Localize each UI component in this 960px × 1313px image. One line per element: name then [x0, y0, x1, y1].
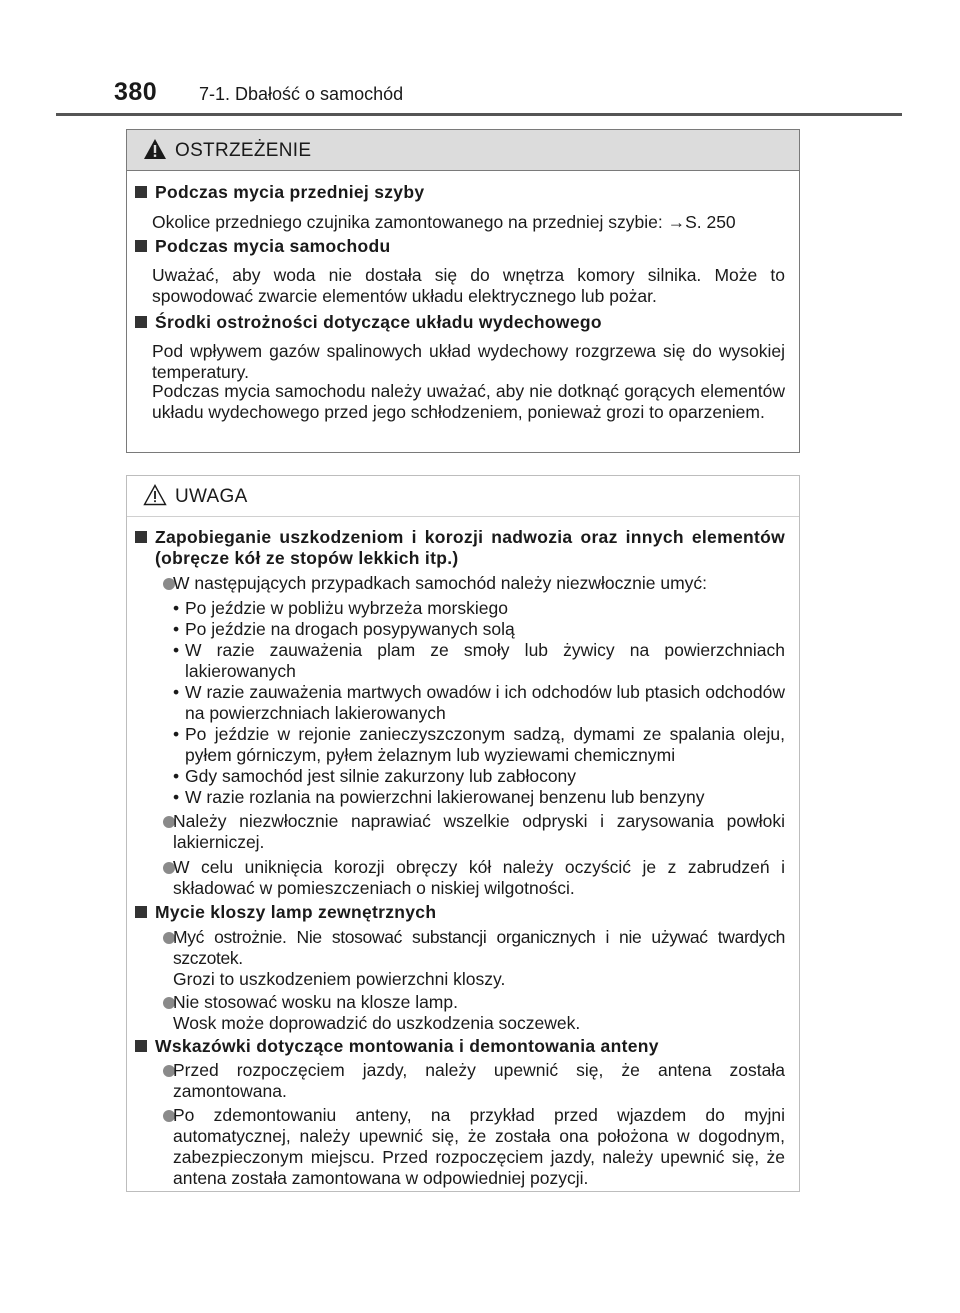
caution-sub-item: • W razie zauważenia plam ze smoły lub żywicy na powierzchniach lakierowanych [173, 640, 785, 681]
caution-header [127, 476, 799, 517]
caution-section-heading: Wskazówki dotyczące montowania i demontowania anteny [135, 1036, 785, 1057]
warning-header [127, 130, 799, 171]
warning-triangle-icon [143, 138, 167, 160]
caution-section-heading: Mycie kloszy lamp zewnętrznych [135, 902, 785, 923]
section-title: 7-1. Dbałość o samochód [199, 84, 404, 104]
warning-box [126, 129, 800, 453]
square-bullet-icon [135, 240, 147, 252]
caution-bullet: W następujących przypadkach samochód należy niezwłocznie umyć: [135, 573, 785, 594]
warning-item-text: Podczas mycia samochodu należy uważać, aby nie dotknąć gorących elementów układu wydechowego przed jego schłodzeniem, ponieważ grozi to oparzeniem. [152, 381, 785, 422]
square-bullet-icon [135, 531, 147, 543]
page-header [0, 0, 960, 120]
square-bullet-icon [135, 316, 147, 328]
warning-title: OSTRZEŻENIE [175, 140, 312, 161]
warning-item-text: Pod wpływem gazów spalinowych układ wydechowy rozgrzewa się do wysokiej temperatury. [152, 341, 785, 382]
warning-item-heading: Środki ostrożności dotyczące układu wydechowego [135, 312, 785, 333]
caution-sub-item: • W razie rozlania na powierzchni lakierowanej benzenu lub benzyny [173, 787, 705, 807]
square-bullet-icon [135, 906, 147, 918]
caution-sub-item: • Po jeździe w pobliżu wybrzeża morskiego [173, 598, 508, 618]
caution-triangle-icon [143, 484, 167, 506]
warning-item-heading: Podczas mycia samochodu [135, 236, 785, 257]
caution-sub-item: • Po jeździe w rejonie zanieczyszczonym sadzą, dymami ze spalania oleju, pyłem górniczym, pyłem żelaznym lub wyziewami chemicznymi [173, 724, 785, 765]
caution-bullet-note: Grozi to uszkodzeniem powierzchni kloszy. [173, 969, 506, 989]
caution-section-heading: Zapobieganie uszkodzeniom i korozji nadwozia oraz innych elementów (obręcze kół ze stopów lekkich itp.) [135, 527, 785, 569]
caution-sub-item: • Gdy samochód jest silnie zakurzony lub zabłocony [173, 766, 577, 786]
caution-title: UWAGA [175, 486, 248, 507]
caution-box [126, 475, 800, 1192]
caution-bullet: W celu uniknięcia korozji obręczy kół należy oczyścić je z zabrudzeń i składować w pomieszczeniach o niskiej wilgotności. [135, 857, 785, 899]
page-number: 380 [114, 78, 158, 106]
caution-bullet: Należy niezwłocznie naprawiać wszelkie odpryski i zarysowania powłoki lakierniczej. [135, 811, 785, 853]
caution-bullet: Nie stosować wosku na klosze lamp. [135, 992, 785, 1013]
caution-bullet: Po zdemontowaniu anteny, na przykład przed wjazdem do myjni automatycznej, należy upewnić się, że została ona położona w dogodnym, zabezpieczonym miejscu. Przed rozpoczęciem jazdy, należy upewnić się, że antena została zamontowana w odpowiedniej pozycji. [135, 1105, 785, 1189]
square-bullet-icon [135, 186, 147, 198]
caution-sub-item: • W razie zauważenia martwych owadów i ich odchodów lub ptasich odchodów na powierzchniach lakierowanych [173, 682, 785, 723]
caution-bullet-note: Wosk może doprowadzić do uszkodzenia soczewek. [173, 1013, 581, 1033]
caution-bullet: Myć ostrożnie. Nie stosować substancji organicznych i nie używać twardych szczotek. [135, 927, 785, 969]
warning-item-text: Uważać, aby woda nie dostała się do wnętrza komory silnika. Może to spowodować zwarcie elementów układu elektrycznego lub pożar. [152, 265, 785, 306]
warning-item-text: Okolice przedniego czujnika zamontowanego na przedniej szybie: →S. 250 [152, 212, 736, 232]
square-bullet-icon [135, 1040, 147, 1052]
caution-bullet: Przed rozpoczęciem jazdy, należy upewnić się, że antena została zamontowana. [135, 1060, 785, 1102]
caution-sub-item: • Po jeździe na drogach posypywanych solą [173, 619, 515, 639]
header-divider [56, 113, 902, 116]
warning-item-heading: Podczas mycia przedniej szyby [135, 182, 785, 203]
